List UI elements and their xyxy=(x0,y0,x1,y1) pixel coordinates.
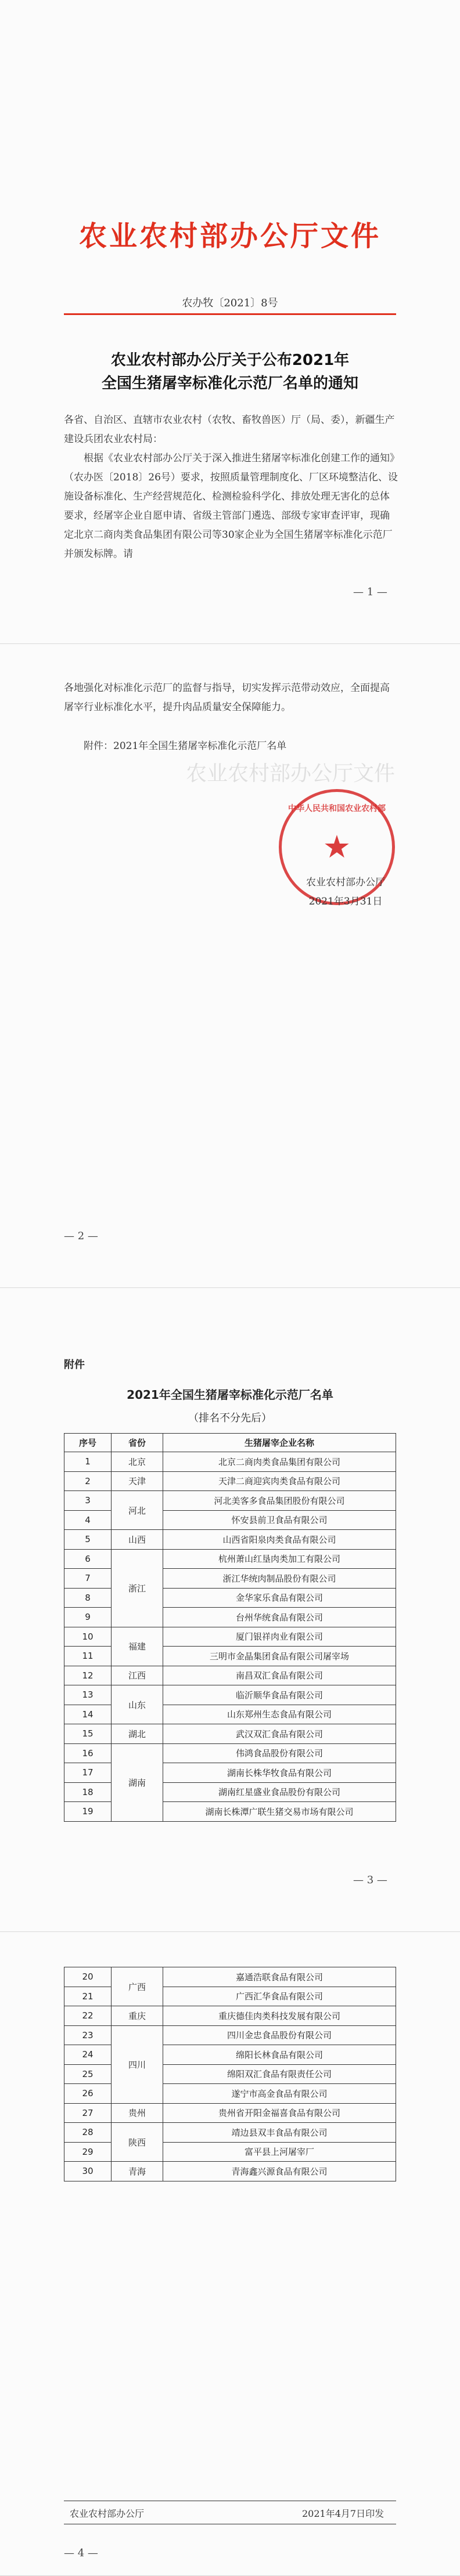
row-no: 10 xyxy=(64,1627,112,1647)
row-province: 天津 xyxy=(112,1471,163,1491)
row-no: 17 xyxy=(64,1763,112,1783)
header-enterprise: 生猪屠宰企业名称 xyxy=(163,1434,396,1452)
row-province: 贵州 xyxy=(112,2103,163,2123)
row-no: 8 xyxy=(64,1588,112,1608)
row-enterprise: 南昌双汇食品有限公司 xyxy=(163,1666,396,1685)
attachment-note: 附件：2021年全国生猪屠宰标准化示范厂名单 xyxy=(84,740,287,752)
table-row xyxy=(64,2162,396,2181)
header-province: 省份 xyxy=(112,1434,163,1452)
row-enterprise: 山西省阳泉肉类食品有限公司 xyxy=(163,1530,396,1550)
row-no: 3 xyxy=(64,1491,112,1511)
row-no: 2 xyxy=(64,1471,112,1491)
row-province: 重庆 xyxy=(112,2006,163,2026)
table-row xyxy=(64,1530,396,1550)
table-row xyxy=(64,1967,396,1987)
table-row xyxy=(64,1627,396,1647)
table-row xyxy=(64,1452,396,1472)
footer-org: 农业农村部办公厅 xyxy=(70,2508,145,2519)
row-no: 27 xyxy=(64,2103,112,2123)
page-number: — 4 — xyxy=(64,2547,98,2559)
row-no: 19 xyxy=(64,1802,112,1822)
row-enterprise: 天津二商迎宾肉类食品有限公司 xyxy=(163,1471,396,1491)
page-number: — 3 — xyxy=(353,1874,387,1886)
annex-label: 附件 xyxy=(64,1359,85,1371)
row-no: 30 xyxy=(64,2162,112,2181)
table-row xyxy=(64,2123,396,2143)
enterprise-table xyxy=(64,1433,396,1822)
row-enterprise: 怀安县前卫食品有限公司 xyxy=(163,1510,396,1530)
notice-title-line2: 全国生猪屠宰标准化示范厂名单的通知 xyxy=(101,375,358,392)
row-no: 11 xyxy=(64,1647,112,1666)
row-province: 广西 xyxy=(112,1967,163,2006)
row-enterprise: 湖南长株潭广联生猪交易市场有限公司 xyxy=(163,1802,396,1822)
table-row xyxy=(64,1724,396,1744)
table-row xyxy=(64,1685,396,1705)
row-province: 陕西 xyxy=(112,2123,163,2162)
row-enterprise: 三明市金晶集团食品有限公司屠宰场 xyxy=(163,1647,396,1666)
row-no: 20 xyxy=(64,1967,112,1987)
row-no: 14 xyxy=(64,1705,112,1724)
table-row xyxy=(64,1471,396,1491)
row-no: 22 xyxy=(64,2006,112,2026)
row-no: 5 xyxy=(64,1530,112,1550)
row-no: 28 xyxy=(64,2123,112,2143)
row-enterprise: 河北美客多食品集团股份有限公司 xyxy=(163,1491,396,1511)
row-province: 浙江 xyxy=(112,1549,163,1627)
row-province: 河北 xyxy=(112,1491,163,1530)
row-no: 12 xyxy=(64,1666,112,1685)
star-icon: ★ xyxy=(322,828,351,865)
footer-date: 2021年4月7日印发 xyxy=(302,2508,384,2519)
row-no: 26 xyxy=(64,2084,112,2104)
table-row xyxy=(64,1491,396,1511)
row-province: 山西 xyxy=(112,1530,163,1550)
row-enterprise: 浙江华统肉制品股份有限公司 xyxy=(163,1569,396,1589)
order-note: （排名不分先后） xyxy=(188,1412,272,1424)
table-header-row xyxy=(64,1434,396,1452)
row-no: 18 xyxy=(64,1782,112,1802)
row-province: 福建 xyxy=(112,1627,163,1666)
row-enterprise: 绵阳长林食品有限公司 xyxy=(163,2045,396,2065)
row-enterprise: 厦门银祥肉业有限公司 xyxy=(163,1627,396,1647)
row-enterprise: 伟鸿食品股份有限公司 xyxy=(163,1743,396,1763)
list-title: 2021年全国生猪屠宰标准化示范厂名单 xyxy=(127,1388,333,1402)
page-2 xyxy=(0,644,460,1288)
row-province: 青海 xyxy=(112,2162,163,2181)
row-enterprise: 绵阳双汇食品有限责任公司 xyxy=(163,2064,396,2084)
row-enterprise: 临沂顺华食品有限公司 xyxy=(163,1685,396,1705)
row-enterprise: 湖南红星盛业食品股份有限公司 xyxy=(163,1782,396,1802)
table-row xyxy=(64,2006,396,2026)
row-enterprise: 遂宁市高金食品有限公司 xyxy=(163,2084,396,2104)
org-header: 农业农村部办公厅文件 xyxy=(78,220,381,252)
enterprise-table-continued xyxy=(64,1967,396,2181)
row-province: 四川 xyxy=(112,2025,163,2103)
page-number: — 1 — xyxy=(353,586,387,598)
row-enterprise: 武汉双汇食品有限公司 xyxy=(163,1724,396,1744)
row-enterprise: 靖边县双丰食品有限公司 xyxy=(163,2123,396,2143)
row-enterprise: 嘉通浩联食品有限公司 xyxy=(163,1967,396,1987)
row-province: 山东 xyxy=(112,1685,163,1724)
signing-date: 2021年3月31日 xyxy=(308,896,383,907)
row-enterprise: 四川金忠食品股份有限公司 xyxy=(163,2025,396,2045)
table-row xyxy=(64,1549,396,1569)
row-enterprise: 贵州省开阳金福喜食品有限公司 xyxy=(163,2103,396,2123)
row-no: 29 xyxy=(64,2142,112,2162)
row-no: 24 xyxy=(64,2045,112,2065)
row-no: 16 xyxy=(64,1743,112,1763)
row-no: 13 xyxy=(64,1685,112,1705)
bleed-through-header: 农业农村部办公厅文件 xyxy=(186,762,396,786)
row-no: 9 xyxy=(64,1608,112,1627)
row-enterprise: 金华家乐食品有限公司 xyxy=(163,1588,396,1608)
page-4 xyxy=(0,1932,460,2576)
row-enterprise: 台州华统食品有限公司 xyxy=(163,1608,396,1627)
row-enterprise: 重庆德佳肉类科技发展有限公司 xyxy=(163,2006,396,2026)
body-paragraph-continued: 各地强化对标准化示范厂的监督与指导，切实发挥示范带动效应，全面提高屠宰行业标准化水平，提升肉品质量安全保障能力。 xyxy=(64,682,390,713)
row-no: 7 xyxy=(64,1569,112,1589)
body-paragraph-1: 根据《农业农村部办公厅关于深入推进生猪屠宰标准化创建工作的通知》（农办医〔2018〕26号）要求，按照质量管理制度化、厂区环境整洁化、设施设备标准化、生产经营规范化、检测检验科学化、排放处理无害化的总体要求，经屠宰企业自愿申请、省级主管部门遴选、部级专家审查评审，现确定北京二商肉类食品集团有限公司等30家企业为全国生猪屠宰标准化示范厂并颁发标牌。请 xyxy=(64,453,398,560)
row-no: 15 xyxy=(64,1724,112,1744)
table-row xyxy=(64,2103,396,2123)
row-province: 北京 xyxy=(112,1452,163,1472)
row-enterprise: 山东郑州生态食品有限公司 xyxy=(163,1705,396,1724)
row-enterprise: 广西汇华食品有限公司 xyxy=(163,1987,396,2006)
row-province: 江西 xyxy=(112,1666,163,1685)
header-no: 序号 xyxy=(64,1434,112,1452)
page-3 xyxy=(0,1288,460,1932)
row-enterprise: 北京二商肉类食品集团有限公司 xyxy=(163,1452,396,1472)
row-enterprise: 湖南长株华牧食品有限公司 xyxy=(163,1763,396,1783)
signing-org: 农业农村部办公厅 xyxy=(306,877,385,888)
seal-text: 中华人民共和国农业农村部 xyxy=(288,804,386,813)
row-no: 23 xyxy=(64,2025,112,2045)
notice-title-line1: 农业农村部办公厅关于公布2021年 xyxy=(110,352,350,369)
row-enterprise: 青海鑫兴源食品有限公司 xyxy=(163,2162,396,2181)
row-no: 1 xyxy=(64,1452,112,1472)
row-no: 6 xyxy=(64,1549,112,1569)
row-province: 湖南 xyxy=(112,1743,163,1821)
table-row xyxy=(64,2025,396,2045)
page-1 xyxy=(0,0,460,644)
doc-number: 农办牧〔2021〕8号 xyxy=(182,297,278,309)
table-row xyxy=(64,1743,396,1763)
row-no: 21 xyxy=(64,1987,112,2006)
row-no: 4 xyxy=(64,1510,112,1530)
row-no: 25 xyxy=(64,2064,112,2084)
recipients: 各省、自治区、直辖市农业农村（农牧、畜牧兽医）厅（局、委），新疆生产建设兵团农业农村局： xyxy=(64,414,395,445)
page-number: — 2 — xyxy=(64,1230,98,1242)
row-enterprise: 杭州萧山红垦肉类加工有限公司 xyxy=(163,1549,396,1569)
table-row xyxy=(64,1666,396,1685)
red-divider xyxy=(64,313,396,315)
row-enterprise: 富平县上河屠宰厂 xyxy=(163,2142,396,2162)
row-province: 湖北 xyxy=(112,1724,163,1744)
